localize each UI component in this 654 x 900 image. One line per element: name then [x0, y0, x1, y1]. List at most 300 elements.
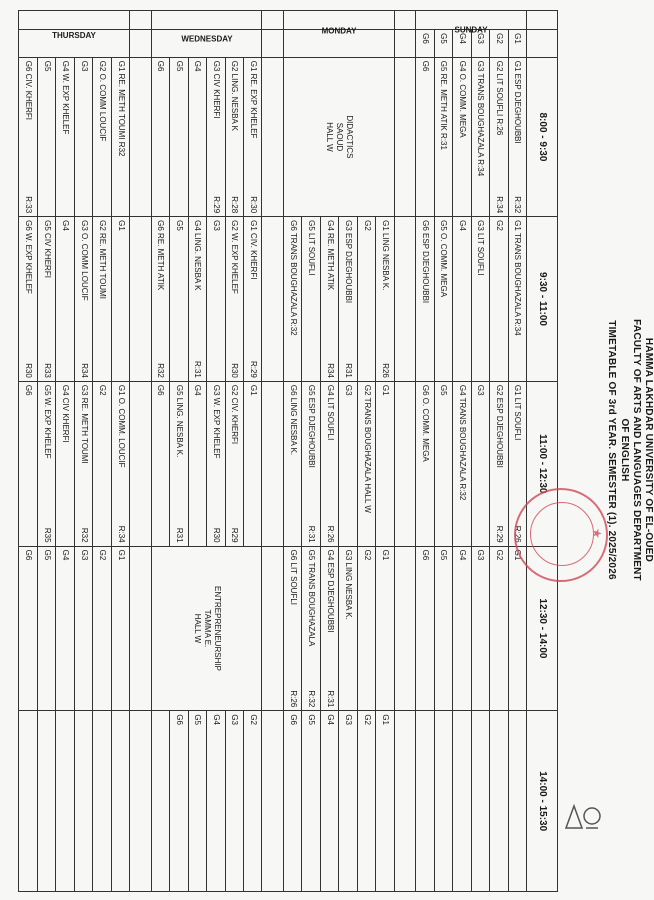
- slot-11-00-content: [288, 385, 298, 543]
- course-label: G6 TRANS BOUGHAZALA R:32: [288, 220, 298, 336]
- course-label: G5 LING. NESBA K.: [174, 384, 184, 458]
- separator-cell: [130, 381, 151, 546]
- slot-8-00: [225, 57, 243, 216]
- course-label: G6 O. COMM. MEGA: [420, 384, 430, 462]
- table-row: [453, 11, 471, 892]
- didactics-lecture-line: DIDACTICS: [344, 115, 354, 159]
- slot-9-30-content: [362, 220, 372, 378]
- slot-12-30: G2: [93, 546, 111, 711]
- course-label: G5 ESP DJEGHOUBBI: [307, 384, 317, 468]
- day-separator-row: [394, 11, 415, 892]
- slot-9-30: [453, 57, 471, 216]
- course-label: G1 CIV. KHERFI: [248, 220, 258, 280]
- room-label: R30: [230, 363, 240, 378]
- slot-11-00: [207, 381, 225, 546]
- slot-12-30: G5: [37, 546, 55, 711]
- room-label: R:32: [307, 690, 317, 708]
- slot-14-00: [111, 711, 129, 892]
- group-cell: G2: [490, 30, 508, 58]
- slot-extra: [508, 711, 526, 892]
- group-cell: G3: [471, 30, 489, 58]
- slot-extra: [490, 711, 508, 892]
- slot-9-30-content: [325, 220, 335, 378]
- slot-9-30-content: [457, 61, 467, 213]
- slot-8-00-content: [60, 61, 70, 213]
- room-label: R32: [156, 363, 166, 378]
- department-stamp-icon: [514, 488, 608, 582]
- slot-8-00: [151, 57, 169, 216]
- slot-9-30: [74, 217, 92, 382]
- group-cell: G4: [453, 30, 471, 58]
- slot-9-30: [151, 217, 169, 382]
- slot-12-30: [320, 546, 338, 711]
- room-label: R:30: [248, 196, 258, 214]
- slot-9-30: [170, 217, 188, 382]
- slot-11-00: [170, 381, 188, 546]
- table-row: [376, 11, 394, 892]
- course-label: G2: [362, 549, 372, 561]
- separator-cell: [262, 381, 283, 546]
- course-label: G2 CIV. KHERFI: [230, 384, 240, 445]
- slot-11-00-content: [97, 385, 107, 543]
- course-label: G6 CIV. KHERFI: [23, 60, 33, 121]
- slot-11-00-content: [248, 385, 258, 543]
- slot-14-00: [93, 711, 111, 892]
- course-label: G3: [344, 384, 354, 396]
- slot-9-30-content: [174, 220, 184, 378]
- col-header-4: 12:30 - 14:00: [527, 546, 558, 711]
- slot-12-30-content: [438, 385, 448, 543]
- slot-12-30: [376, 546, 394, 711]
- slot-9-30-content: [116, 220, 126, 378]
- separator-cell: [130, 546, 151, 711]
- course-label: G3: [211, 220, 221, 231]
- slot-9-30: [434, 57, 452, 216]
- slot-11-00: [320, 381, 338, 546]
- slot-8-00-content: [192, 61, 202, 213]
- faculty-name: FACULTY OF ARTS AND LANGUAGES DEPARTMENT: [631, 319, 642, 581]
- slot-12-30-content: [380, 550, 390, 708]
- slot-14-00: G4: [453, 546, 471, 711]
- slot-9-30-content: [475, 61, 485, 213]
- slot-9-30: [376, 217, 394, 382]
- slot-14-00: G2: [357, 711, 375, 892]
- room-label: R29: [230, 527, 240, 543]
- course-label: G3 LING NESBA K.: [344, 549, 354, 620]
- slot-8-00: [207, 57, 225, 216]
- slot-12-30: G3: [74, 546, 92, 711]
- room-label: R:33: [23, 196, 33, 214]
- group-cell: G5: [434, 30, 452, 58]
- table-row: [74, 11, 92, 892]
- slot-9-30: [225, 217, 243, 382]
- slot-11-00: [339, 381, 357, 546]
- table-row: [151, 11, 169, 892]
- slot-9-30-content: [343, 220, 353, 378]
- course-label: G1 RE. METH TOUMI R32: [116, 60, 126, 157]
- course-label: G1: [381, 384, 391, 396]
- slot-9-30-content: [438, 61, 448, 213]
- slot-12-30: [339, 546, 357, 711]
- slot-11-00: G3 LIT SOUFLI: [471, 217, 489, 382]
- course-label: G6 LING NESBA K.: [288, 384, 298, 456]
- slot-9-30-content: [60, 220, 70, 378]
- separator-cell: [394, 30, 415, 58]
- room-label: R:29: [211, 196, 221, 214]
- slot-8-00-content: [23, 61, 33, 213]
- slot-11-00-content: [362, 385, 372, 543]
- slot-9-30-content: [229, 220, 239, 378]
- room-label: R:28: [230, 196, 240, 214]
- slot-11-00-content: [306, 385, 316, 543]
- course-label: G2 W. EXP KHELEF: [230, 220, 240, 294]
- slot-9-30-content: [211, 220, 221, 378]
- slot-9-30-content: [79, 220, 89, 378]
- table-row: [471, 11, 489, 892]
- stamp-inner-ring: [530, 502, 594, 566]
- slot-extra: [416, 711, 434, 892]
- slot-11-00-content: [211, 385, 221, 543]
- group-col-header: [527, 30, 558, 58]
- separator-cell: [394, 711, 415, 892]
- slot-8-00: [74, 57, 92, 216]
- separator-cell: [262, 217, 283, 382]
- course-label: G3 CIV KHERFI: [211, 60, 221, 119]
- slot-8-00-content: [79, 61, 89, 213]
- slot-11-00: [357, 381, 375, 546]
- slot-12-30: [453, 381, 471, 546]
- slot-9-30-content: [380, 220, 390, 378]
- course-label: G4 RE. METH ATIK: [325, 220, 335, 291]
- slot-11-00: G1 TRANS BOUGHAZALA R:34: [508, 217, 526, 382]
- course-label: G6: [156, 60, 166, 72]
- day-label-monday: [283, 11, 394, 36]
- slot-12-30: G1: [111, 546, 129, 711]
- separator-cell: [262, 11, 283, 30]
- separator-cell: [130, 30, 151, 58]
- slot-12-30: [416, 381, 434, 546]
- separator-cell: [262, 546, 283, 711]
- course-label: G4 LING. NESBA K: [193, 220, 203, 291]
- table-row: [207, 11, 225, 892]
- slot-14-00: G1: [508, 546, 526, 711]
- slot-8-00: [56, 57, 74, 216]
- slot-11-00-content: [343, 385, 353, 543]
- slot-extra: [434, 711, 452, 892]
- day-name: MONDAY: [321, 26, 357, 36]
- slot-9-30: [283, 217, 301, 382]
- table-row: [19, 11, 38, 892]
- col-header-2: 9:30 - 11:00: [527, 217, 558, 382]
- course-label: G4 O. COMM. MEGA: [457, 60, 467, 138]
- course-label: G3 RE. METH TOUMI: [79, 384, 89, 464]
- didactics-lecture: [283, 57, 394, 216]
- slot-11-00: [151, 381, 169, 546]
- slot-14-00: G1: [376, 711, 394, 892]
- slot-9-30: [19, 217, 38, 382]
- course-label: G3 ESP DJEGHOUBBI: [344, 220, 354, 304]
- slot-11-00: G6 ESP DJEGHOUBBI: [416, 217, 434, 382]
- room-label: R:31: [307, 525, 317, 543]
- col-header-3: 11:00 - 12:30: [527, 381, 558, 546]
- separator-cell: [262, 57, 283, 216]
- slot-11-00-content: [174, 385, 184, 543]
- slot-11-00: [283, 381, 301, 546]
- slot-11-00-content: [79, 385, 89, 543]
- course-label: G6 LIT SOUFLI: [288, 549, 298, 606]
- course-label: G1: [248, 384, 258, 396]
- slot-11-00-content: [325, 385, 335, 543]
- slot-12-30-content: [343, 550, 353, 708]
- col-header-1: 8:00 - 9:30: [527, 57, 558, 216]
- slot-8-00-content: [155, 61, 165, 213]
- timetable: [18, 10, 558, 892]
- slot-14-00: [37, 711, 55, 892]
- course-label: G4 TRANS BOUGHAZALA R:32: [457, 384, 467, 501]
- course-label: G5 CIV KHERFI: [42, 220, 52, 278]
- course-label: G5: [42, 60, 52, 72]
- slot-12-30: [357, 546, 375, 711]
- slot-11-00-content: [60, 385, 70, 543]
- slot-11-00-content: [192, 385, 202, 543]
- slot-11-00: G2: [490, 217, 508, 382]
- course-label: G2 O. COMM LOUCIF: [98, 60, 108, 142]
- course-label: G5: [174, 60, 184, 72]
- slot-9-30-content: [155, 220, 165, 378]
- day-label-sunday: [416, 11, 527, 35]
- slot-8-00: [111, 57, 129, 216]
- slot-8-00: [93, 57, 111, 216]
- slot-14-00: G4: [207, 711, 225, 892]
- slot-8-00-content: [42, 61, 52, 213]
- slot-14-00: G4: [320, 711, 338, 892]
- slot-12-30: G6: [19, 546, 38, 711]
- slot-14-00: G5: [302, 711, 320, 892]
- table-row: [508, 11, 526, 892]
- entrepreneurship-lecture-line: TAMMA E.: [202, 609, 212, 648]
- course-label: G5 W. EXP KHELEF: [42, 384, 52, 459]
- slot-9-30: [508, 57, 526, 216]
- course-label: G3: [476, 384, 486, 396]
- slot-8-00-content: [211, 61, 221, 213]
- slot-11-00: G5 O. COMM. MEGA: [434, 217, 452, 382]
- slot-9-30-content: [288, 220, 298, 378]
- separator-cell: [394, 57, 415, 216]
- slot-11-00: [376, 381, 394, 546]
- day-name: SUNDAY: [454, 25, 488, 35]
- entrepreneurship-lecture-line: ENTREPRENEURSHIP: [212, 586, 222, 671]
- separator-cell: [394, 11, 415, 30]
- slot-11-00: [244, 381, 262, 546]
- entrepreneurship-lecture: [151, 546, 262, 711]
- course-label: G4 ESP DJEGHOUBBI: [325, 549, 335, 633]
- slot-11-00-content: [23, 385, 33, 543]
- department-name: OF ENGLISH: [619, 418, 630, 482]
- slot-12-30-content: [457, 385, 467, 543]
- slot-8-00: [188, 57, 206, 216]
- course-label: G5 RE. METH ATIK R:31: [439, 60, 449, 150]
- slot-9-30: [320, 217, 338, 382]
- separator-cell: [394, 217, 415, 382]
- slot-12-30: [434, 381, 452, 546]
- room-label: R32: [79, 527, 89, 543]
- course-label: G6 W. EXP KHELEF: [23, 220, 33, 294]
- timetable-body: [19, 11, 527, 892]
- didactics-lecture-line: HALL W: [324, 122, 334, 152]
- slot-9-30-content: [494, 61, 504, 213]
- slot-9-30: [207, 217, 225, 382]
- slot-11-00: [56, 381, 74, 546]
- slot-14-00: [74, 711, 92, 892]
- room-label: R34: [79, 363, 89, 378]
- separator-cell: [130, 217, 151, 382]
- day-separator-row: [130, 11, 151, 892]
- separator-cell: [394, 381, 415, 546]
- course-label: G3: [79, 60, 89, 72]
- slot-11-00: [93, 381, 111, 546]
- entrepreneurship-lecture-line: HALL W: [192, 613, 202, 644]
- room-label: R35: [42, 527, 52, 543]
- slot-11-00-content: [116, 385, 126, 543]
- slot-12-30: [490, 381, 508, 546]
- room-label: R:34: [494, 196, 504, 214]
- slot-11-00: [19, 381, 38, 546]
- course-label: G2 TRANS BOUGHAZALA HALL W: [362, 384, 372, 513]
- day-name: WEDNESDAY: [180, 34, 233, 44]
- slot-8-00-content: [116, 61, 126, 213]
- slot-9-30: [490, 57, 508, 216]
- slot-11-00: [225, 381, 243, 546]
- slot-11-00-content: [380, 385, 390, 543]
- table-row: [225, 11, 243, 892]
- slot-9-30: [93, 217, 111, 382]
- corner-cell: [527, 11, 558, 30]
- day-label-thursday: [19, 11, 130, 40]
- room-label: R:26: [288, 690, 298, 708]
- course-label: G2: [362, 220, 372, 231]
- table-row: [188, 11, 206, 892]
- slot-12-30-content: [288, 550, 298, 708]
- slot-8-00: [19, 57, 38, 216]
- course-label: G2 RE. METH TOUMI: [98, 220, 108, 299]
- document-header: [562, 0, 654, 900]
- course-label: G2 ESP DJEGHOUBBI: [494, 384, 504, 468]
- col-header-5: 14:00 - 15:30: [527, 711, 558, 892]
- slot-9-30-content: [306, 220, 316, 378]
- slot-11-00: [111, 381, 129, 546]
- slot-12-30-content: [362, 550, 372, 708]
- group-cell: G1: [508, 30, 526, 58]
- slot-9-30: [471, 57, 489, 216]
- slot-9-30: [37, 217, 55, 382]
- table-row: [56, 11, 74, 892]
- slot-8-00: [37, 57, 55, 216]
- slot-8-00: [170, 57, 188, 216]
- course-label: G1 O. COMM. LOUCIF: [116, 384, 126, 468]
- slot-extra: [471, 711, 489, 892]
- course-label: G5: [174, 220, 184, 231]
- course-label: G1 ESP DJEGHOUBBI: [513, 60, 523, 144]
- separator-cell: [262, 711, 283, 892]
- room-label: R:31: [325, 690, 335, 708]
- university-name: HAMMA LAKHDAR UNIVERSITY OF EL-OUED: [643, 337, 654, 563]
- day-name: THURSDAY: [52, 30, 96, 40]
- slot-8-00-content: [174, 61, 184, 213]
- slot-9-30: [56, 217, 74, 382]
- table-row: [37, 11, 55, 892]
- slot-8-00: [244, 57, 262, 216]
- course-label: G4 LIT SOUFLI: [325, 384, 335, 441]
- slot-14-00: G5: [434, 546, 452, 711]
- slot-14-00: G2: [244, 711, 262, 892]
- slot-9-30: [244, 217, 262, 382]
- separator-cell: [394, 546, 415, 711]
- course-label: G6: [420, 60, 430, 72]
- slot-9-30: [357, 217, 375, 382]
- slot-14-00: [19, 711, 38, 892]
- slot-9-30-content: [248, 220, 258, 378]
- course-label: G5 TRANS BOUGHAZALA: [307, 549, 317, 647]
- slot-14-00: G6: [283, 711, 301, 892]
- table-row: [170, 11, 188, 892]
- course-label: G6 RE. METH ATIK: [156, 220, 166, 291]
- slot-12-30: [471, 381, 489, 546]
- slot-9-30: [339, 217, 357, 382]
- table-row: [111, 11, 129, 892]
- room-label: R33: [42, 363, 52, 378]
- course-label: G3 TRANS BOUGHAZALA R:34: [476, 60, 486, 177]
- course-label: G4: [193, 384, 203, 396]
- course-label: G6: [156, 384, 166, 396]
- timetable-title: TIMETABLE OF 3rd YEAR. SEMESTER (1). 2025/2026: [606, 320, 617, 580]
- slot-14-00: G3: [471, 546, 489, 711]
- slot-14-00: G3: [225, 711, 243, 892]
- course-label: G3 W. EXP KHELEF: [211, 384, 221, 459]
- room-label: R:32: [513, 196, 523, 214]
- slot-8-00-content: [97, 61, 107, 213]
- star-icon: ★: [590, 528, 604, 539]
- slot-12-30: [283, 546, 301, 711]
- slot-11-00: [302, 381, 320, 546]
- table-row: [93, 11, 111, 892]
- slot-11-00-content: [42, 385, 52, 543]
- slot-extra: [453, 711, 471, 892]
- slot-12-30-content: [420, 385, 430, 543]
- room-label: R26: [381, 363, 391, 378]
- course-label: G2: [98, 384, 108, 396]
- slot-9-30-content: [192, 220, 202, 378]
- slot-9-30-content: [23, 220, 33, 378]
- slot-11-00-content: [229, 385, 239, 543]
- slot-9-30: [416, 57, 434, 216]
- slot-14-00: G2: [490, 546, 508, 711]
- course-label: G6: [23, 384, 33, 396]
- slot-11-00: [37, 381, 55, 546]
- slot-8-00-content: [229, 61, 239, 213]
- slot-12-30-content: [325, 550, 335, 708]
- course-label: G1: [381, 549, 391, 561]
- slot-9-30-content: [512, 61, 522, 213]
- day-label-wednesday: [151, 11, 262, 44]
- room-label: R:29: [248, 360, 258, 378]
- slot-12-30-content: [494, 385, 504, 543]
- course-label: G3 O. COMM LOUCIF: [79, 220, 89, 301]
- slot-11-00: [74, 381, 92, 546]
- slot-12-30: G4: [56, 546, 74, 711]
- day-separator-row: [262, 11, 283, 892]
- course-label: G2 LING. NESBA K: [230, 60, 240, 131]
- slot-9-30-content: [420, 61, 430, 213]
